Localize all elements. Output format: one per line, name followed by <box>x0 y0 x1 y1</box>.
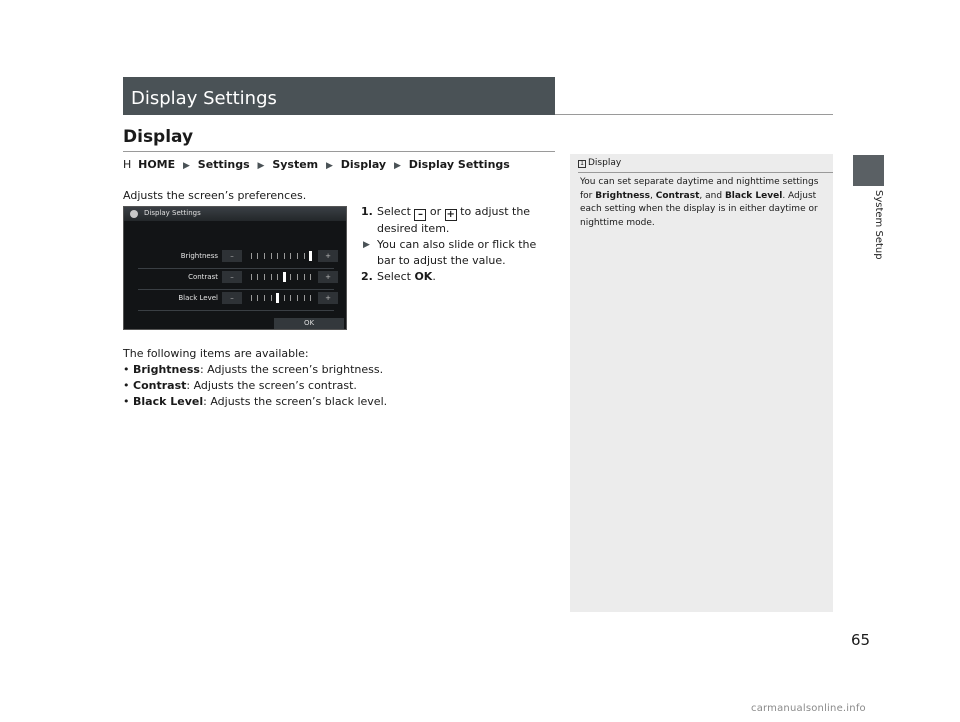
note-heading <box>578 158 621 168</box>
level-tick <box>257 274 258 280</box>
screen-title-bar <box>124 207 346 221</box>
step-1-note <box>361 237 551 269</box>
level-bar[interactable] <box>248 272 314 282</box>
note-term: Contrast <box>655 190 700 201</box>
watermark: carmanualsonline.info <box>751 703 866 714</box>
item-term: Brightness <box>133 363 200 376</box>
breadcrumb-item: Settings <box>197 158 250 171</box>
breadcrumb-arrow-icon: ▶ <box>325 161 333 171</box>
note-text <box>580 176 828 230</box>
level-tick <box>297 253 298 259</box>
decrease-button[interactable]: – <box>222 292 242 304</box>
level-tick <box>277 274 278 280</box>
step-number: 1. <box>361 205 373 218</box>
page-title: Display Settings <box>131 88 277 109</box>
level-tick <box>271 253 272 259</box>
title-rule <box>555 114 833 115</box>
step-subtext: You can also slide or flick the bar to adjust the value. <box>377 238 537 267</box>
note-term: Black Level <box>724 190 783 201</box>
sub-arrow-icon: ▶ <box>363 240 370 250</box>
level-tick <box>257 253 258 259</box>
item-term: Contrast <box>133 379 187 392</box>
level-tick <box>251 274 252 280</box>
chapter-tab <box>853 155 884 186</box>
note-run: . Adjust each setting when the display is in either daytime or nighttime mode. <box>580 190 818 228</box>
note-title: Display <box>588 158 622 168</box>
note-rule <box>578 172 833 173</box>
level-tick <box>271 295 272 301</box>
step-text: or <box>426 205 445 218</box>
level-tick <box>251 295 252 301</box>
level-tick <box>290 253 291 259</box>
list-item <box>123 362 553 378</box>
item-term: Black Level <box>133 395 204 408</box>
step-text: . <box>432 270 436 283</box>
breadcrumb-arrow-icon: ▶ <box>257 161 265 171</box>
increase-button[interactable]: + <box>318 250 338 262</box>
breadcrumb-arrow-icon: ▶ <box>183 161 190 171</box>
level-tick <box>264 253 265 259</box>
level-tick <box>297 295 298 301</box>
setting-label: Contrast <box>188 273 218 281</box>
breadcrumb-item: Display <box>340 158 387 171</box>
step-text: Select <box>377 270 415 283</box>
row-divider <box>138 268 334 269</box>
decrease-button[interactable]: – <box>222 271 242 283</box>
breadcrumb-arrow-icon: ▶ <box>393 161 401 171</box>
level-tick <box>264 295 265 301</box>
level-tick <box>310 295 311 301</box>
display-settings-screenshot <box>123 206 347 330</box>
step-2 <box>361 269 551 285</box>
note-term: Brightness <box>595 190 651 201</box>
breadcrumb-item: HOME <box>138 158 176 171</box>
level-tick <box>304 295 305 301</box>
increase-button[interactable]: + <box>318 271 338 283</box>
increase-button[interactable]: + <box>318 292 338 304</box>
available-heading: The following items are available: <box>123 347 309 360</box>
list-item <box>123 378 553 394</box>
breadcrumb-item: System <box>272 158 319 171</box>
intro-text: Adjusts the screen’s preferences. <box>123 189 307 202</box>
minus-key-icon: – <box>414 209 426 221</box>
ok-term: OK <box>414 270 433 283</box>
available-items <box>123 346 553 410</box>
step-number: 2. <box>361 270 373 283</box>
setting-label: Brightness <box>180 252 218 260</box>
level-tick <box>271 274 272 280</box>
row-divider <box>138 289 334 290</box>
level-tick <box>284 295 285 301</box>
section-rule <box>123 151 555 152</box>
breadcrumb <box>123 158 510 171</box>
section-heading: Display <box>123 127 194 147</box>
home-circle-icon <box>130 210 138 218</box>
level-tick <box>290 274 291 280</box>
level-tick <box>277 253 278 259</box>
side-note-panel <box>570 154 833 612</box>
level-tick <box>290 295 291 301</box>
note-run: , and <box>699 190 725 201</box>
setting-row-contrast <box>136 270 336 286</box>
available-list <box>123 362 553 410</box>
setting-row-black-level <box>136 291 336 307</box>
level-bar[interactable] <box>248 293 314 303</box>
page-number: 65 <box>851 631 871 649</box>
level-tick <box>251 253 252 259</box>
decrease-button[interactable]: – <box>222 250 242 262</box>
setting-row-brightness <box>136 249 336 265</box>
home-marker-icon: H <box>123 158 132 171</box>
item-desc: : Adjusts the screen’s brightness. <box>199 363 384 376</box>
level-tick <box>304 253 305 259</box>
plus-key-icon: + <box>446 209 455 220</box>
chapter-label-text: System Setup <box>873 190 884 260</box>
level-tick <box>257 295 258 301</box>
item-desc: : Adjusts the screen’s black level. <box>203 395 388 408</box>
level-indicator <box>276 293 279 303</box>
row-divider <box>138 310 334 311</box>
breadcrumb-item: Display Settings <box>408 158 510 171</box>
reference-number-icon: 1 <box>578 160 586 168</box>
level-tick <box>304 274 305 280</box>
step-text: Select <box>377 205 415 218</box>
step-1 <box>361 204 551 237</box>
note-run: You can set separate daytime and nighttime settings for <box>580 177 819 201</box>
level-tick <box>310 274 311 280</box>
setting-label: Black Level <box>178 294 218 302</box>
level-tick <box>297 274 298 280</box>
instruction-steps <box>361 204 551 285</box>
level-indicator <box>283 272 286 282</box>
screen-title: Display Settings <box>144 209 201 217</box>
step-text: to adjust the desired item. <box>377 205 531 235</box>
level-tick <box>284 253 285 259</box>
page-title-bar <box>123 77 555 115</box>
list-item <box>123 394 553 410</box>
item-desc: : Adjusts the screen’s contrast. <box>186 379 357 392</box>
level-indicator <box>309 251 312 261</box>
level-bar[interactable] <box>248 251 314 261</box>
ok-button[interactable]: OK <box>274 318 344 329</box>
note-run: , <box>650 190 656 201</box>
level-tick <box>264 274 265 280</box>
chapter-label <box>870 190 886 260</box>
